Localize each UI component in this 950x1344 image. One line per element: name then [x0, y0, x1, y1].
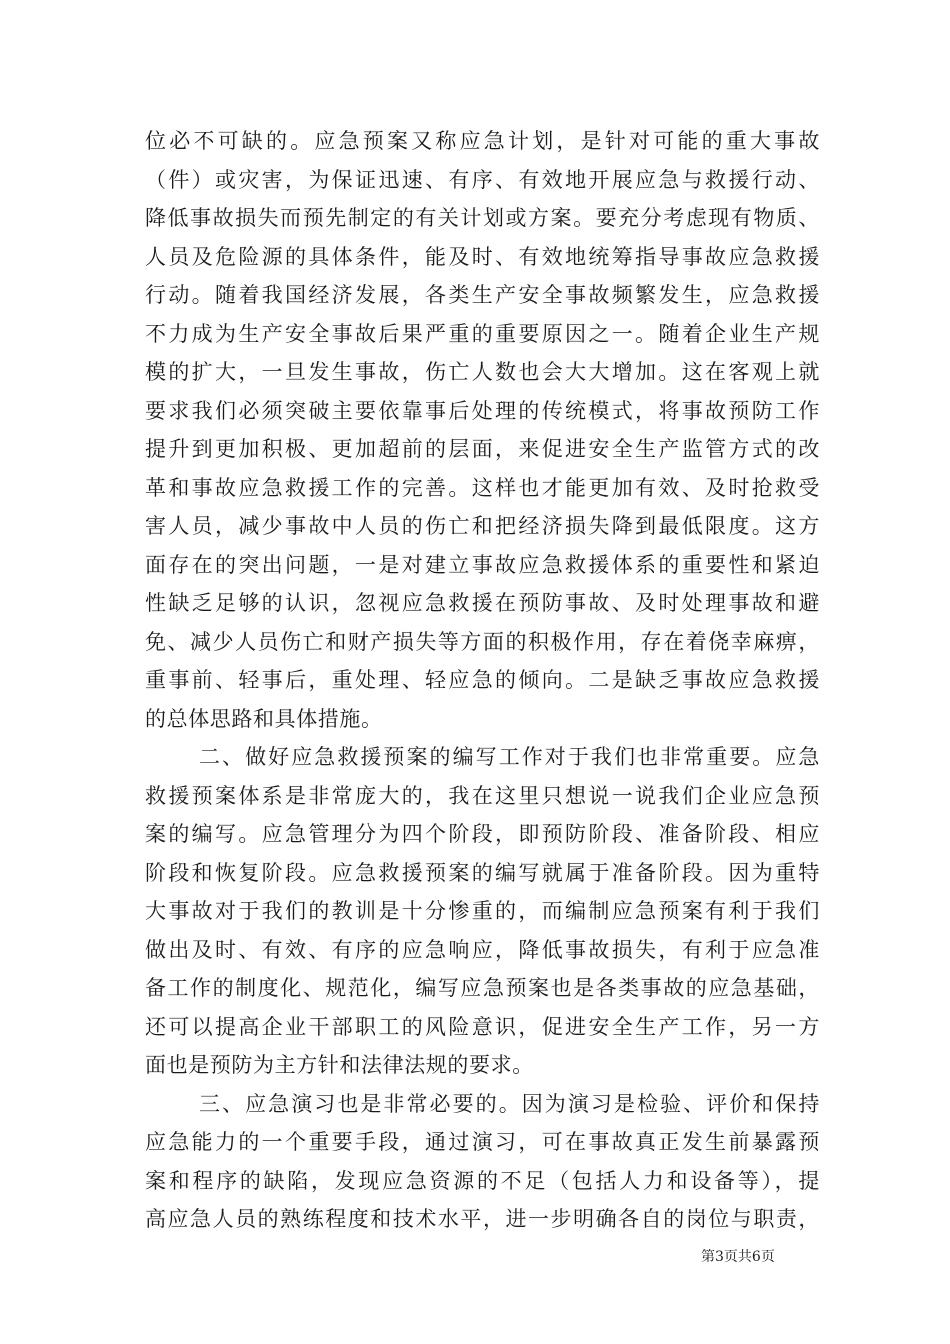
text-line: 性缺乏足够的认识，忽视应急救援在预防事故、及时处理事故和避 [145, 591, 820, 615]
text-line: 革和事故应急救援工作的完善。这样也才能更加有效、及时抢救受 [145, 475, 820, 500]
text-line: 应急能力的一个重要手段，通过演习，可在事故真正发生前暴露预 [145, 1130, 820, 1154]
text-line: 要求我们必须突破主要依靠事后处理的传统模式，将事故预防工作 [145, 398, 820, 423]
text-line: 备工作的制度化、规范化，编写应急预案也是各类事故的应急基础， [145, 976, 820, 1000]
text-line: 人员及危险源的具体条件，能及时、有效地统筹指导事故应急救援 [145, 244, 820, 269]
text-line: 行动。随着我国经济发展，各类生产安全事故频繁发生，应急救援 [145, 283, 820, 307]
text-line: 还可以提高企业干部职工的风险意识，促进安全生产工作，另一方 [145, 1014, 820, 1039]
text-line: 阶段和恢复阶段。应急救援预案的编写就属于准备阶段。因为重特 [145, 860, 820, 885]
text-line: 害人员，减少事故中人员的伤亡和把经济损失降到最低限度。这方 [145, 514, 820, 538]
text-line: 面也是预防为主方针和法律法规的要求。 [145, 1053, 534, 1077]
text-line: 模的扩大，一旦发生事故，伤亡人数也会大大增加。这在客观上就 [145, 360, 820, 384]
text-line: 的总体思路和具体措施。 [145, 706, 383, 731]
text-line: 大事故对于我们的教训是十分惨重的，而编制应急预案有利于我们 [145, 899, 820, 923]
text-line: 救援预案体系是非常庞大的，我在这里只想说一说我们企业应急预 [145, 783, 820, 808]
document-body [145, 122, 820, 1239]
text-line: 做出及时、有效、有序的应急响应，降低事故损失，有利于应急准 [145, 937, 820, 962]
text-line: 重事前、轻事后，重处理、轻应急的倾向。二是缺乏事故应急救援 [145, 668, 820, 692]
text-line: 提升到更加积极、更加超前的层面，来促进安全生产监管方式的改 [145, 437, 820, 461]
text-line: 不力成为生产安全事故后果严重的重要原因之一。随着企业生产规 [145, 321, 820, 346]
paragraph-start-line: 二、做好应急救援预案的编写工作对于我们也非常重要。应急 [199, 745, 820, 769]
text-line: 免、减少人员伤亡和财产损失等方面的积极作用，存在着侥幸麻痹， [145, 629, 820, 654]
text-line: 案和程序的缺陷，发现应急资源的不足（包括人力和设备等），提 [145, 1168, 820, 1193]
text-line: 降低事故损失而预先制定的有关计划或方案。要充分考虑现有物质、 [145, 206, 820, 230]
text-line: 位必不可缺的。应急预案又称应急计划，是针对可能的重大事故 [145, 129, 820, 153]
paragraph-start-line: 三、应急演习也是非常必要的。因为演习是检验、评价和保持 [199, 1091, 820, 1116]
page-number: 第3页共6页 [701, 1249, 775, 1265]
text-line: 面存在的突出问题，一是对建立事故应急救援体系的重要性和紧迫 [145, 552, 820, 577]
text-line: 案的编写。应急管理分为四个阶段，即预防阶段、准备阶段、相应 [145, 822, 820, 846]
text-line: 高应急人员的熟练程度和技术水平，进一步明确各自的岗位与职责， [145, 1207, 820, 1231]
text-line: （件）或灾害，为保证迅速、有序、有效地开展应急与救援行动、 [145, 167, 820, 192]
